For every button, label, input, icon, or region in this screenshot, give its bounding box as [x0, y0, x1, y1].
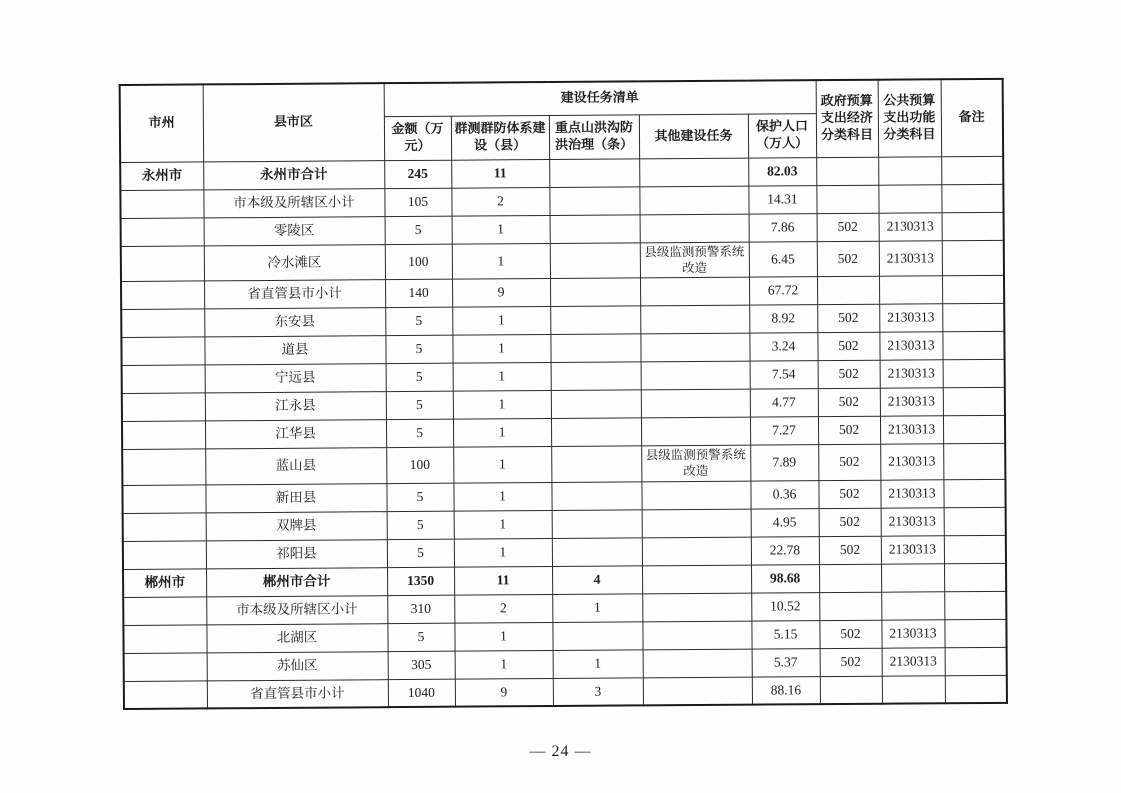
mass-monitoring-cell: 1 — [453, 363, 551, 392]
header-mass-monitoring-col: 群测群防体系建设（县） — [451, 115, 549, 160]
population-cell: 22.78 — [751, 536, 819, 564]
flood-channel-cell — [551, 481, 641, 510]
remark-cell — [942, 331, 1004, 359]
population-cell: 10.52 — [751, 592, 819, 620]
econ-code-cell: 502 — [820, 648, 882, 676]
mass-monitoring-cell: 2 — [451, 187, 549, 216]
remark-cell — [944, 507, 1006, 535]
mass-monitoring-cell: 1 — [454, 510, 552, 539]
econ-code-cell: 502 — [818, 480, 880, 508]
mass-monitoring-cell: 1 — [453, 419, 551, 448]
header-task-group: 建设任务清单 — [384, 80, 816, 116]
amount-cell: 5 — [386, 419, 453, 447]
mass-monitoring-cell: 2 — [454, 594, 552, 623]
func-code-cell: 2130313 — [881, 619, 944, 647]
func-code-cell — [881, 591, 944, 619]
mass-monitoring-cell: 9 — [455, 678, 553, 707]
city-cell — [122, 421, 205, 450]
func-code-cell: 2130313 — [880, 416, 943, 444]
amount-cell: 245 — [384, 160, 451, 188]
flood-channel-cell — [550, 334, 640, 363]
other-task-cell — [643, 649, 752, 678]
population-cell: 67.72 — [749, 277, 817, 305]
remark-cell — [942, 240, 1004, 276]
county-cell: 祁阳县 — [206, 539, 387, 568]
amount-cell: 5 — [387, 539, 454, 567]
table-row — [122, 443, 1005, 485]
flood-channel-cell — [551, 446, 641, 482]
county-cell: 江永县 — [205, 392, 386, 421]
econ-code-cell: 502 — [819, 620, 881, 648]
other-task-cell — [642, 509, 751, 538]
econ-code-cell — [816, 185, 878, 213]
mass-monitoring-cell: 1 — [453, 447, 551, 483]
other-task-cell — [640, 305, 749, 334]
other-task-cell — [639, 186, 748, 215]
other-task-cell — [642, 621, 751, 650]
remark-cell — [941, 156, 1003, 184]
econ-code-cell: 502 — [818, 444, 880, 480]
other-task-cell — [641, 361, 750, 390]
table-row — [124, 675, 1007, 709]
county-cell: 省直管县市小计 — [207, 679, 388, 708]
amount-cell: 305 — [388, 651, 455, 679]
county-cell: 双牌县 — [206, 511, 387, 540]
population-cell: 6.45 — [749, 241, 817, 277]
remark-cell — [944, 563, 1006, 591]
city-cell — [121, 217, 204, 246]
func-code-cell: 2130313 — [880, 360, 943, 388]
func-code-cell: 2130313 — [880, 479, 943, 507]
mass-monitoring-cell: 1 — [454, 622, 552, 651]
amount-cell: 5 — [387, 623, 454, 651]
header-remark-col: 备注 — [941, 79, 1004, 156]
header-city-col: 市州 — [120, 84, 204, 162]
other-task-cell — [642, 565, 751, 594]
county-cell: 东安县 — [204, 308, 385, 337]
econ-code-cell — [819, 592, 881, 620]
mass-monitoring-cell: 1 — [452, 307, 550, 336]
population-cell: 8.92 — [749, 305, 817, 333]
mass-monitoring-cell: 1 — [454, 538, 552, 567]
other-task-cell — [643, 677, 752, 706]
econ-code-cell: 502 — [818, 416, 880, 444]
county-cell: 市本级及所辖区小计 — [203, 188, 384, 217]
county-cell: 苏仙区 — [207, 651, 388, 680]
econ-code-cell — [816, 157, 878, 185]
flood-channel-cell — [549, 158, 639, 187]
county-cell: 宁远县 — [205, 364, 386, 393]
other-task-cell — [639, 158, 748, 187]
func-code-cell: 2130313 — [881, 507, 944, 535]
amount-cell: 1350 — [387, 567, 454, 595]
econ-code-cell: 502 — [819, 508, 881, 536]
other-task-cell: 县级监测预警系统改造 — [640, 242, 749, 278]
county-cell: 郴州市合计 — [206, 567, 387, 596]
func-code-cell: 2130313 — [882, 647, 945, 675]
amount-cell: 5 — [385, 216, 452, 244]
county-cell: 永州市合计 — [203, 160, 384, 189]
flood-channel-cell — [549, 186, 639, 215]
func-code-cell: 2130313 — [879, 332, 942, 360]
flood-channel-cell — [550, 278, 640, 307]
func-code-cell: 2130313 — [879, 212, 942, 240]
econ-code-cell: 502 — [819, 536, 881, 564]
econ-code-cell — [817, 276, 879, 304]
econ-code-cell: 502 — [817, 304, 879, 332]
other-task-cell — [641, 481, 750, 510]
city-cell — [123, 512, 206, 541]
remark-cell — [945, 647, 1007, 675]
econ-code-cell — [819, 564, 881, 592]
func-code-cell: 2130313 — [881, 535, 944, 563]
remark-cell — [943, 479, 1005, 507]
flood-channel-cell — [551, 390, 641, 419]
other-task-cell — [640, 277, 749, 306]
table-body — [120, 156, 1007, 709]
remark-cell — [942, 275, 1004, 303]
other-task-cell — [640, 214, 749, 243]
amount-cell: 105 — [384, 188, 451, 216]
amount-cell: 310 — [387, 595, 454, 623]
mass-monitoring-cell: 1 — [455, 650, 553, 679]
amount-cell: 5 — [386, 483, 453, 511]
econ-code-cell: 502 — [817, 213, 879, 241]
flood-channel-cell — [550, 214, 640, 243]
amount-cell: 5 — [386, 363, 453, 391]
remark-cell — [944, 535, 1006, 563]
mass-monitoring-cell: 11 — [451, 159, 549, 188]
amount-cell: 5 — [386, 391, 453, 419]
remark-cell — [941, 184, 1003, 212]
city-cell — [121, 245, 204, 281]
remark-cell — [944, 619, 1006, 647]
other-task-cell: 县级监测预警系统改造 — [641, 445, 750, 481]
remark-cell — [943, 359, 1005, 387]
population-cell: 14.31 — [748, 185, 816, 213]
table-row — [121, 240, 1004, 282]
header-func-class-col: 公共预算支出功能分类科目 — [878, 79, 942, 156]
econ-code-cell: 502 — [817, 241, 879, 277]
amount-cell: 100 — [386, 447, 453, 483]
amount-cell: 100 — [385, 244, 452, 280]
population-cell: 98.68 — [751, 564, 819, 592]
county-cell: 新田县 — [205, 483, 386, 512]
remark-cell — [943, 443, 1005, 479]
mass-monitoring-cell: 11 — [454, 566, 552, 595]
amount-cell: 140 — [385, 279, 452, 307]
remark-cell — [943, 415, 1005, 443]
other-task-cell — [641, 417, 750, 446]
flood-channel-cell — [552, 537, 642, 566]
flood-channel-cell — [550, 306, 640, 335]
city-cell — [124, 652, 207, 681]
city-cell — [120, 189, 203, 218]
city-cell — [121, 309, 204, 338]
population-cell: 7.86 — [749, 213, 817, 241]
population-cell: 5.37 — [752, 648, 820, 676]
header-flood-channel-col: 重点山洪沟防洪治理（条） — [549, 114, 639, 159]
population-cell: 4.95 — [751, 508, 819, 536]
flood-channel-cell — [552, 621, 642, 650]
city-cell: 永州市 — [120, 161, 203, 190]
remark-cell — [942, 303, 1004, 331]
header-county-col: 县市区 — [203, 83, 385, 161]
econ-code-cell — [820, 676, 882, 704]
header-amount-col: 金额（万元） — [384, 116, 451, 160]
flood-channel-cell: 1 — [553, 649, 643, 678]
other-task-cell — [642, 537, 751, 566]
population-cell: 7.89 — [750, 445, 818, 481]
city-cell — [123, 624, 206, 653]
remark-cell — [942, 212, 1004, 240]
func-code-cell: 2130313 — [879, 304, 942, 332]
city-cell — [121, 337, 204, 366]
county-cell: 江华县 — [205, 420, 386, 449]
city-cell — [122, 365, 205, 394]
city-cell — [124, 680, 207, 709]
remark-cell — [945, 675, 1007, 703]
county-cell: 市本级及所辖区小计 — [206, 595, 387, 624]
func-code-cell: 2130313 — [880, 388, 943, 416]
mass-monitoring-cell: 1 — [452, 243, 550, 279]
population-cell: 7.27 — [750, 417, 818, 445]
mass-monitoring-cell: 1 — [453, 391, 551, 420]
flood-channel-cell: 4 — [552, 565, 642, 594]
population-cell: 82.03 — [748, 157, 816, 185]
flood-channel-cell — [552, 509, 642, 538]
func-code-cell — [878, 156, 941, 184]
func-code-cell — [882, 675, 945, 703]
population-cell: 0.36 — [750, 480, 818, 508]
flood-channel-cell: 1 — [552, 593, 642, 622]
remark-cell — [943, 387, 1005, 415]
econ-code-cell: 502 — [818, 388, 880, 416]
city-cell — [122, 484, 205, 513]
other-task-cell — [642, 593, 751, 622]
population-cell: 4.77 — [750, 389, 818, 417]
page-number: — 24 — — [529, 743, 592, 760]
other-task-cell — [640, 333, 749, 362]
city-cell — [121, 281, 204, 310]
mass-monitoring-cell: 1 — [453, 482, 551, 511]
flood-channel-cell — [551, 362, 641, 391]
county-cell: 北湖区 — [206, 623, 387, 652]
func-code-cell: 2130313 — [879, 240, 942, 276]
amount-cell: 1040 — [388, 679, 455, 707]
county-cell: 道县 — [204, 336, 385, 365]
table-header — [120, 79, 1004, 162]
county-cell: 冷水滩区 — [204, 244, 385, 281]
flood-channel-cell — [550, 242, 640, 278]
func-code-cell — [881, 563, 944, 591]
amount-cell: 5 — [385, 335, 452, 363]
header-other-task-col: 其他建设任务 — [639, 114, 748, 159]
mass-monitoring-cell: 9 — [452, 279, 550, 308]
county-cell: 省直管县市小计 — [204, 280, 385, 309]
population-cell: 88.16 — [752, 676, 820, 704]
amount-cell: 5 — [385, 307, 452, 335]
mass-monitoring-cell: 1 — [452, 335, 550, 364]
city-cell — [123, 540, 206, 569]
mass-monitoring-cell: 1 — [452, 215, 550, 244]
other-task-cell — [641, 389, 750, 418]
flood-channel-cell: 3 — [553, 677, 643, 706]
header-econ-class-col: 政府预算支出经济分类科目 — [816, 80, 879, 157]
func-code-cell: 2130313 — [880, 444, 943, 480]
econ-code-cell: 502 — [817, 332, 879, 360]
func-code-cell — [879, 276, 942, 304]
flood-channel-cell — [551, 418, 641, 447]
header-population-col: 保护人口（万人） — [748, 113, 816, 157]
budget-table — [119, 78, 1008, 710]
func-code-cell — [878, 184, 941, 212]
city-cell — [122, 393, 205, 422]
city-cell — [122, 449, 205, 485]
remark-cell — [944, 591, 1006, 619]
population-cell: 3.24 — [749, 333, 817, 361]
population-cell: 7.54 — [750, 361, 818, 389]
city-cell: 郴州市 — [123, 568, 206, 597]
county-cell: 零陵区 — [204, 216, 385, 245]
population-cell: 5.15 — [751, 620, 819, 648]
amount-cell: 5 — [387, 511, 454, 539]
econ-code-cell: 502 — [818, 360, 880, 388]
county-cell: 蓝山县 — [205, 448, 386, 485]
city-cell — [123, 596, 206, 625]
